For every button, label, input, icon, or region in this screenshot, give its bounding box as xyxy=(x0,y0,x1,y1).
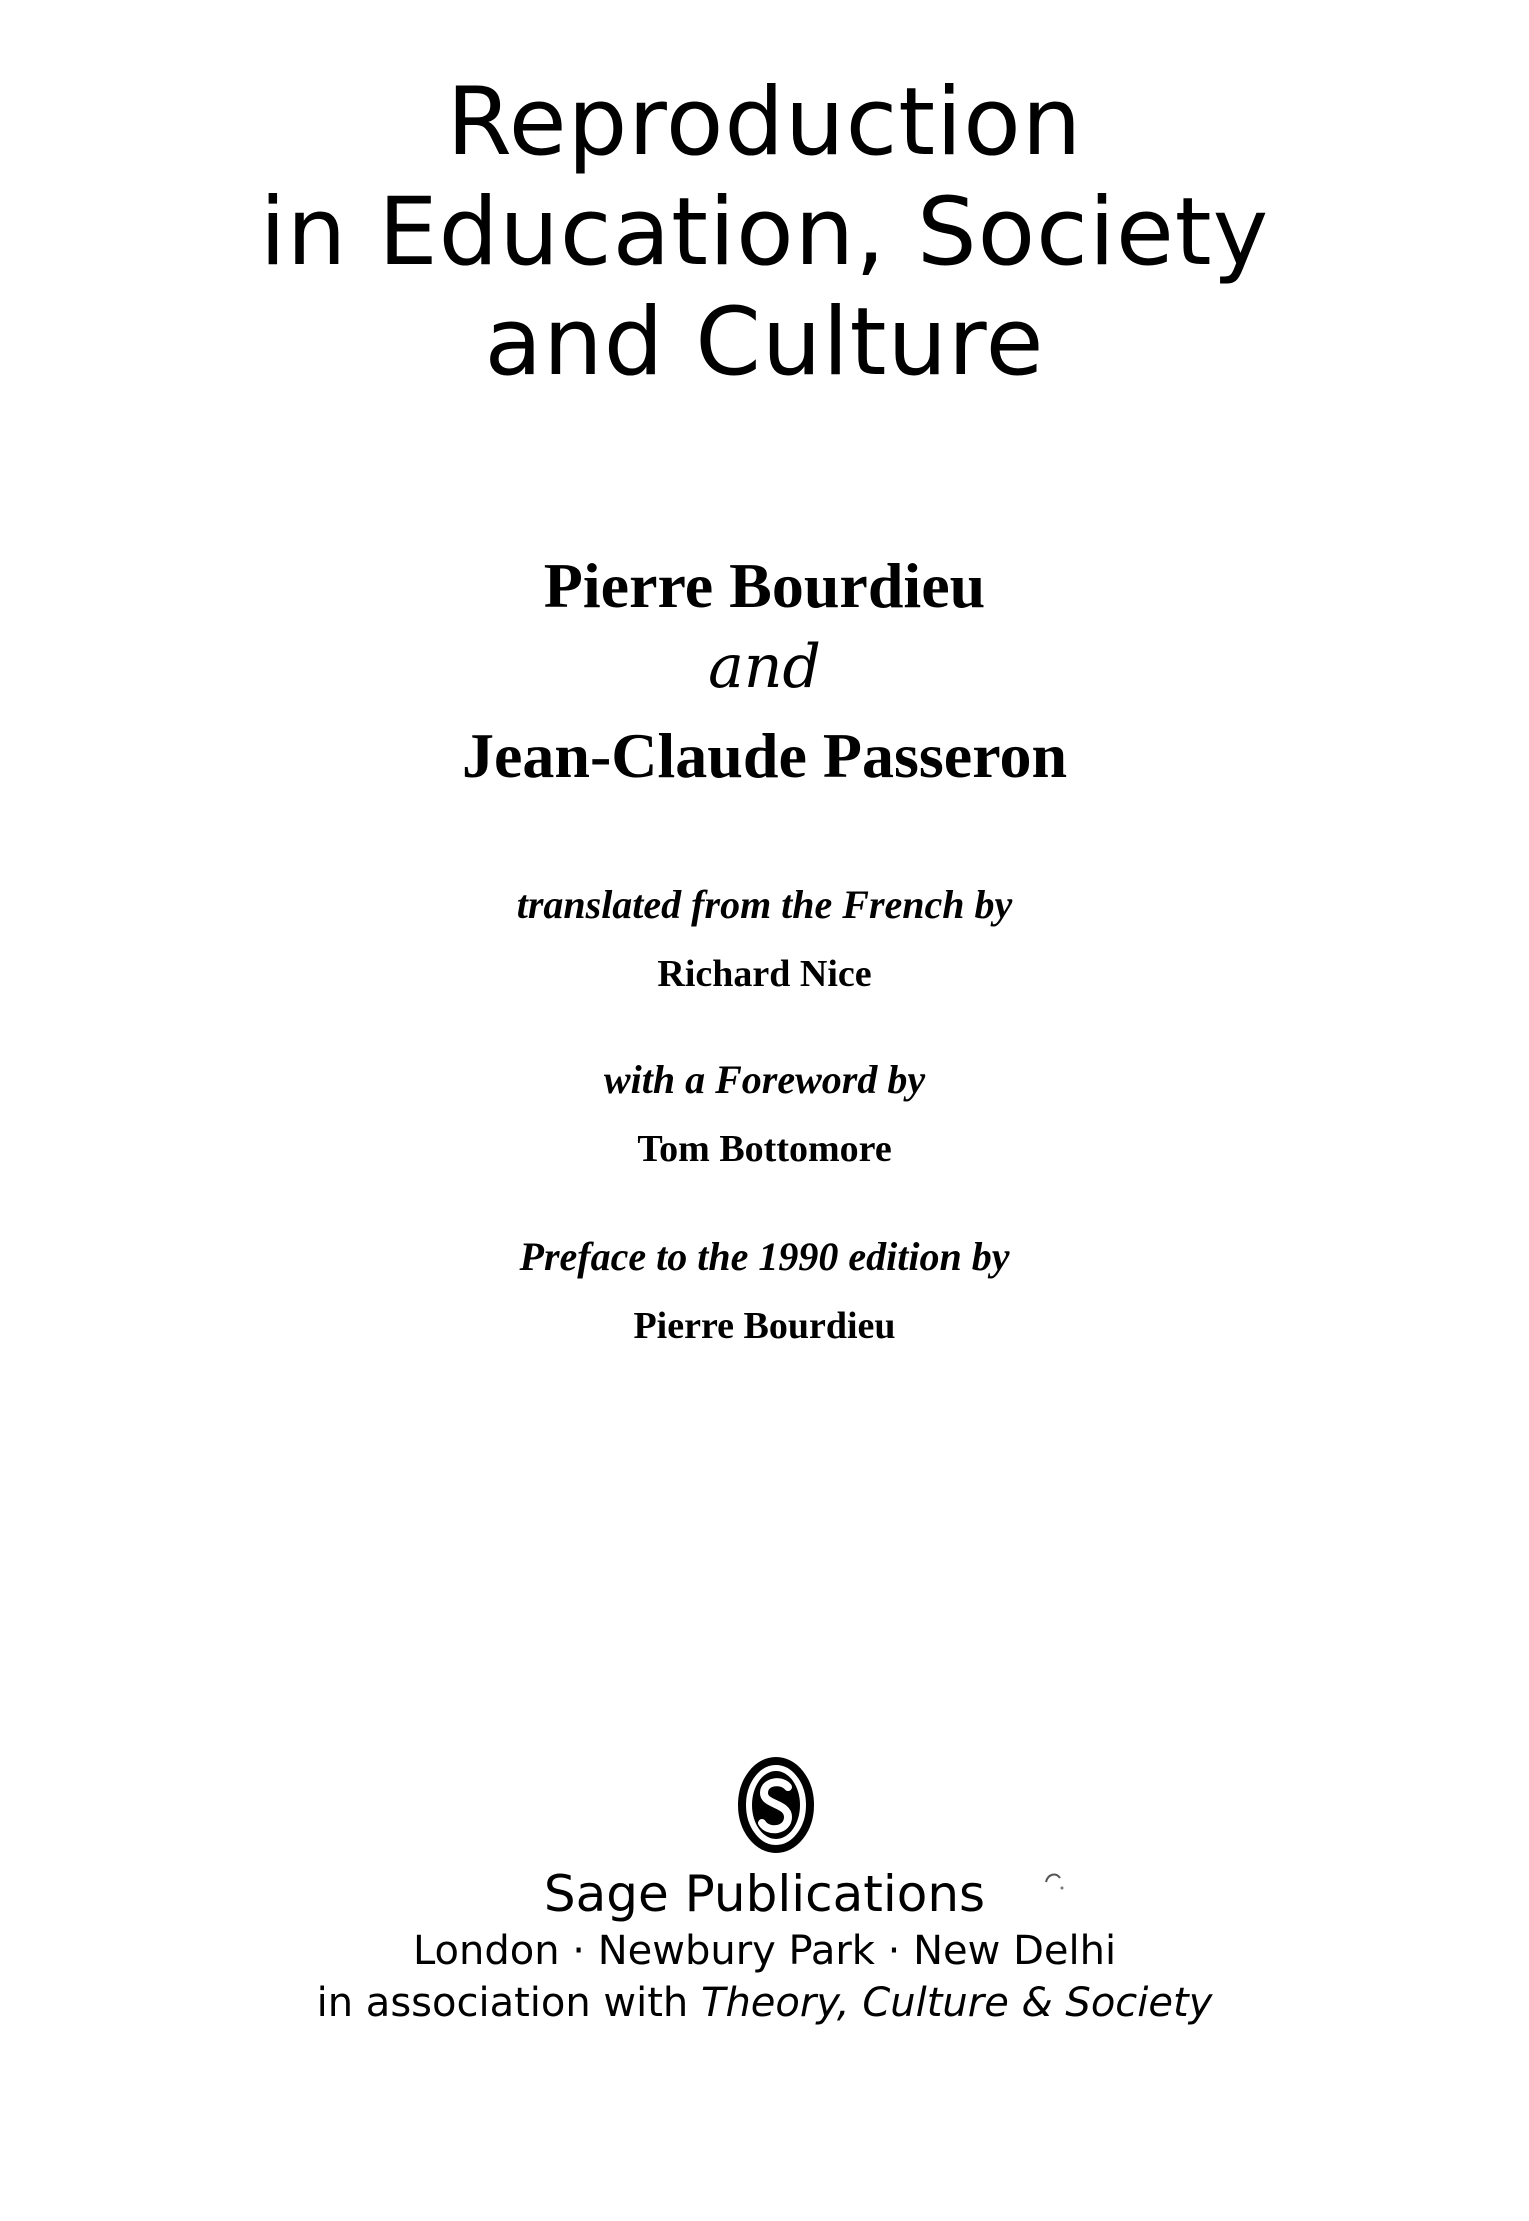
book-title-line-2: in Education, Society xyxy=(259,178,1270,287)
translator-name: Richard Nice xyxy=(657,953,872,995)
book-title-line-1: Reproduction xyxy=(446,68,1083,177)
author-conjunction: and xyxy=(708,632,821,702)
author-second: Jean-Claude Passeron xyxy=(461,720,1068,791)
association-prefix: in association with xyxy=(316,1980,689,2026)
foreword-name: Tom Bottomore xyxy=(637,1128,892,1170)
publisher-association xyxy=(0,1978,1529,2028)
publisher-places: London · Newbury Park · New Delhi xyxy=(412,1928,1117,1974)
author-first: Pierre Bourdieu xyxy=(543,550,986,621)
preface-name: Pierre Bourdieu xyxy=(633,1305,896,1347)
sage-s-logo-icon xyxy=(736,1755,816,1855)
book-title-line-3: and Culture xyxy=(484,288,1045,397)
association-journal: Theory, Culture & Society xyxy=(701,1980,1213,2026)
foreword-role: with a Foreword by xyxy=(603,1057,926,1102)
translator-role: translated from the French by xyxy=(516,882,1013,927)
preface-role: Preface to the 1990 edition by xyxy=(519,1234,1010,1279)
publisher-name: Sage Publications xyxy=(543,1865,986,1923)
